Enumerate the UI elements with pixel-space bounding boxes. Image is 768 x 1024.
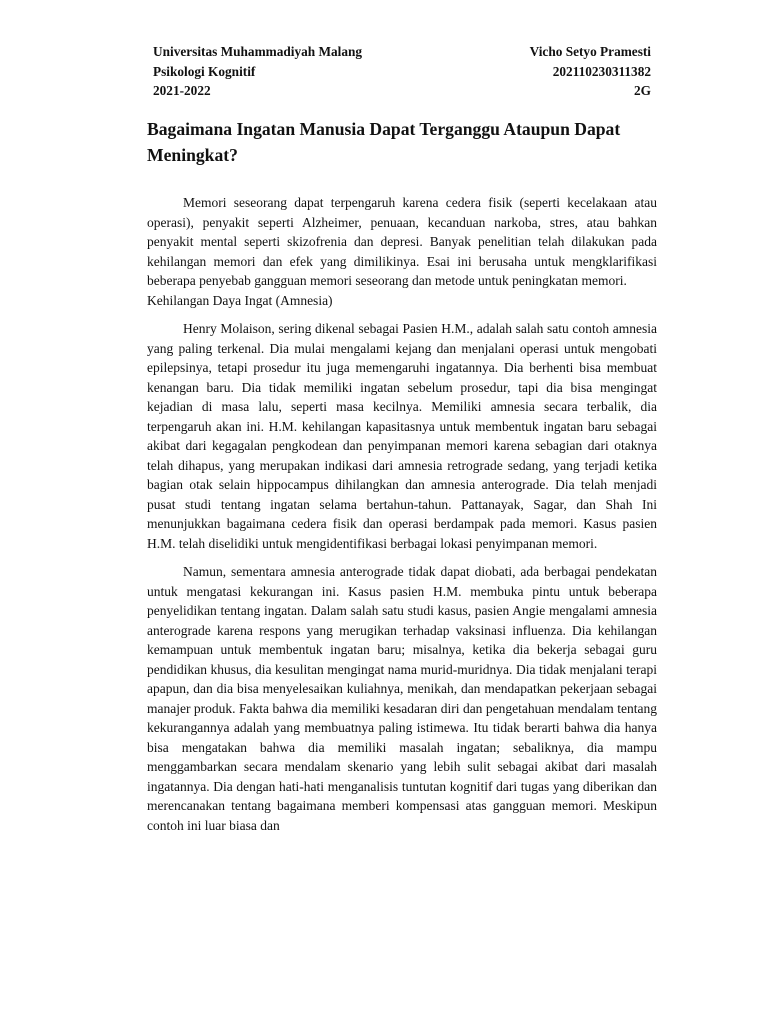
section-heading-amnesia: Kehilangan Daya Ingat (Amnesia) — [147, 292, 333, 308]
header-university: Universitas Muhammadiyah Malang — [153, 44, 363, 59]
header-class: 2G — [634, 83, 651, 98]
document-header — [153, 42, 651, 101]
header-row-2 — [153, 62, 651, 82]
intro-paragraph: Memori seseorang dapat terpengaruh karena cedera fisik (seperti kecelakaan atau operasi), penyakit seperti Alzheimer, penuaan, kecanduan narkoba, stres, atau bahkan penyakit mental seperti skizofrenia dan depresi. Banyak penelitian telah dilakukan pada kehilangan memori dan efek yang dimilikinya. Esai ini berusaha untuk mengklarifikasi beberapa penyebab gangguan memori seseorang dan metode untuk peningkatan memori. — [147, 195, 657, 288]
header-student-id: 202110230311382 — [552, 63, 651, 79]
body-paragraph-2: Namun, sementara amnesia anterograde tidak dapat diobati, ada berbagai pendekatan untuk mengatasi kekurangan ini. Kasus pasien H.M. membuka pintu untuk beberapa penyelidikan tentang ingatan. Dalam salah satu studi kasus, pasien Angie mengalami amnesia anterograde karena respons yang merugikan terhadap vaksinasi influenza. Dia kehilangan kemampuan untuk membentuk ingatan baru; misalnya, ketika dia bekerja sebagai guru pendidikan khusus, dia kesulitan mengingat nama murid-muridnya. Dia tidak menjalani terapi apapun, dan dia bisa menyelesaikan kuliahnya, menikah, dan mendapatkan pekerjaan sebagai manajer produk. Fakta bahwa dia memiliki kesadaran diri dan pengetahuan mendalam tentang kekurangannya adalah yang membuatnya paling istimewa. Itu tidak berarti bahwa dia hanya bisa mengatakan bahwa dia memiliki masalah ingatan; sebaliknya, dia mampu menggambarkan secara mendalam skenario yang lebih sulit sebagai akibat dari masalah ingatannya. Dia dengan hati-hati menganalisis tuntutan kognitif dari tugas yang diberikan dan merencanakan tentang bagaimana memberi kompensasi atas gangguan memori. Meskipun contoh ini luar biasa dan — [147, 564, 657, 833]
document-body — [147, 193, 657, 835]
header-course: Psikologi Kognitif — [153, 63, 256, 79]
header-academic-year: 2021-2022 — [153, 83, 211, 98]
document-title: Bagaimana Ingatan Manusia Dapat Terganggu Ataupun Dapat Meningkat? — [147, 119, 621, 165]
header-row-1 — [153, 42, 651, 62]
header-author-name: Vicho Setyo Pramesti — [529, 44, 651, 59]
header-row-3 — [153, 81, 651, 101]
body-paragraph-1: Henry Molaison, sering dikenal sebagai Pasien H.M., adalah salah satu contoh amnesia yang paling terkenal. Dia mulai mengalami kejang dan menjalani operasi untuk mengobati epilepsinya, tetapi prosedur itu juga memengaruhi ingatannya. Dia berhenti bisa membuat kenangan baru. Dia tidak memiliki ingatan sebelum prosedur, tapi dia bisa mengingat kejadian di masa lalu, seperti masa kecilnya. Memiliki amnesia secara terbalik, dia terpengaruh akan ini. H.M. kehilangan kapasitasnya untuk membentuk ingatan baru sebagai akibat dari kegagalan pengkodean dan penyimpanan memori karena sebagian dari otaknya telah dihapus, yang merupakan indikasi dari amnesia retrograde sedang, yang terjadi ketika bagian otak selain hippocampus dihilangkan dan amnesia anterograde. Dia telah menjadi pusat studi tentang ingatan selama bertahun-tahun. Pattanayak, Sagar, dan Shah Ini menunjukkan bagaimana cedera fisik dan operasi berdampak pada memori. Kasus pasien H.M. telah diselidiki untuk mengidentifikasi berbagai lokasi penyimpanan memori. — [147, 321, 657, 551]
